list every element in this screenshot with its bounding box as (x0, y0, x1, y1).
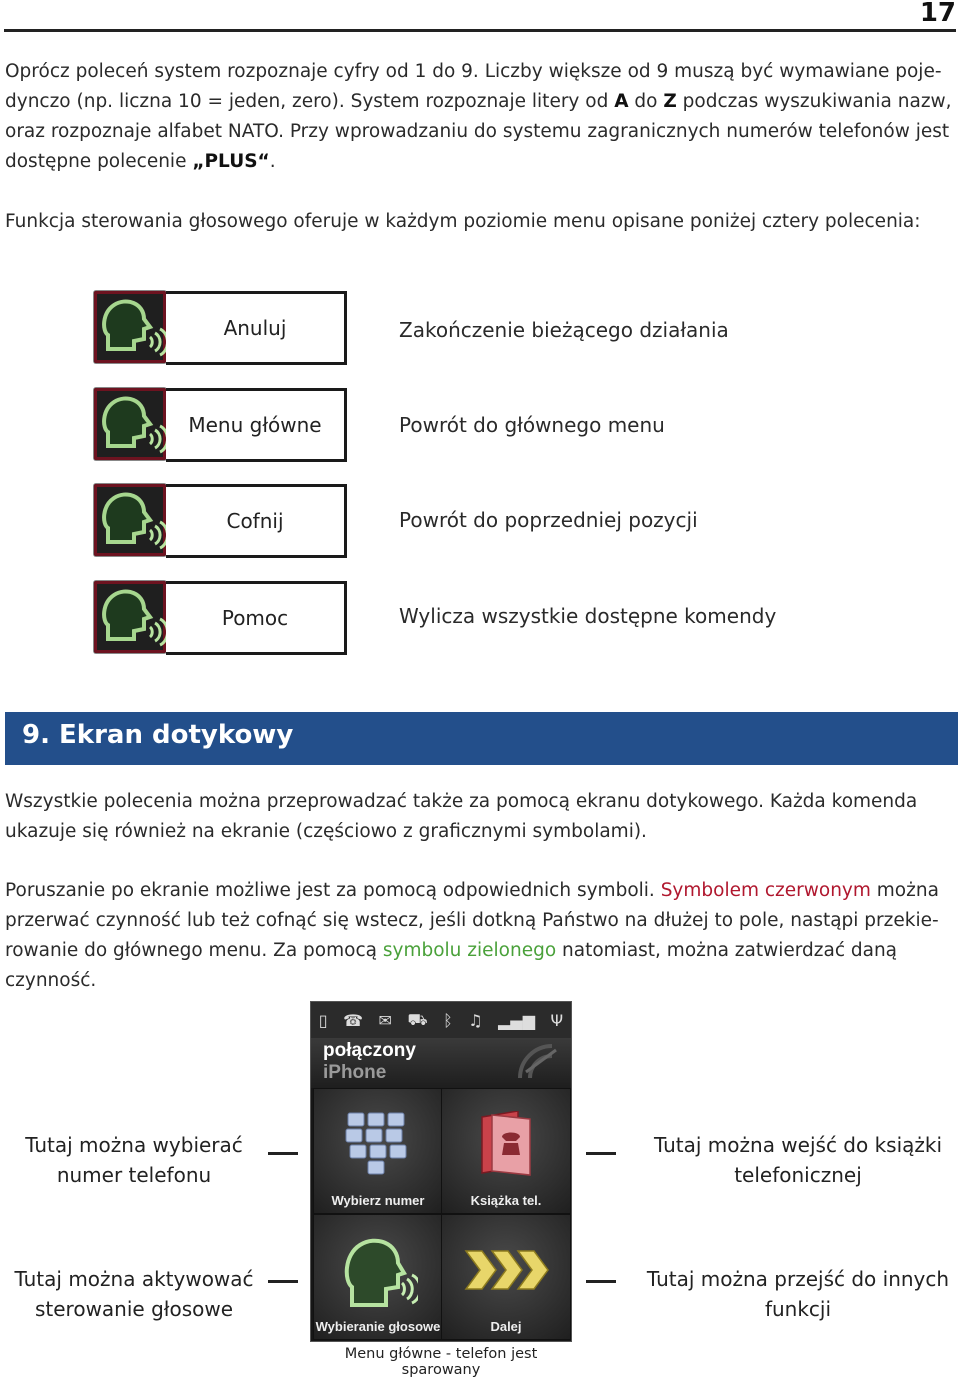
connection-arc-icon (516, 1042, 564, 1082)
tile-phonebook[interactable] (441, 1088, 571, 1214)
intro-line-2: dynczo (np. liczna 10 = jeden, zero). System rozpoznaje litery od A do Z podczas wyszukiwania nazw, (5, 91, 952, 112)
voice-command-icon (94, 484, 166, 556)
command-description: Powrót do poprzedniej pozycji (399, 508, 698, 532)
tile-label: Wybieranie głosowe (315, 1319, 441, 1334)
callout-voice-line-1: Tutaj można aktywować (14, 1267, 254, 1291)
connected-device: iPhone (323, 1062, 387, 1083)
signal-bars-icon: ▂▄▆ (498, 1010, 536, 1030)
page-number: 17 (919, 0, 956, 28)
antenna-icon: Ψ (550, 1010, 564, 1030)
voice-command-icon (94, 581, 166, 653)
command-name: Anuluj (166, 291, 347, 365)
callout-voice-connector (268, 1280, 298, 1283)
section-title: 9. Ekran dotykowy (22, 720, 294, 750)
commands-intro: Funkcja sterowania głosowego oferuje w każdym poziomie menu opisane poniżej cztery polecenia: (5, 211, 921, 232)
intro-line-3: oraz rozpoznaje alfabet NATO. Przy wprowadzaniu do systemu zagranicznych numerów telefonów jest (5, 121, 950, 142)
tile-voice-dialing[interactable] (313, 1214, 443, 1340)
command-description: Powrót do głównego menu (399, 413, 665, 437)
phone-battery-icon: ▯ (318, 1010, 328, 1030)
connection-status: połączony (323, 1040, 416, 1061)
touch-p2-line-1: Poruszanie po ekranie możliwe jest za pomocą odpowiednich symboli. Symbolem czerwonym można (5, 880, 939, 901)
keypad-icon (344, 1111, 412, 1177)
touch-paragraph-1 (5, 787, 957, 847)
callout-book-line-1: Tutaj można wejść do książki (653, 1133, 943, 1157)
screen-caption: Menu główne - telefon jest sparowany (344, 1346, 538, 1378)
command-name: Cofnij (166, 484, 347, 558)
voice-command-icon (94, 291, 166, 363)
tile-label: Książka tel. (470, 1193, 542, 1208)
envelope-icon: ✉ (378, 1010, 392, 1030)
callout-dial-line-2: numer telefonu (56, 1163, 212, 1187)
intro-line-4: dostępne polecenie „PLUS“. (5, 151, 276, 172)
touch-p1-line-2: ukazuje się również na ekranie (częściowo z graficznymi symbolami). (5, 821, 647, 842)
tile-label: Dalej (490, 1319, 522, 1334)
top-rule (4, 29, 956, 32)
callout-dial (14, 1130, 254, 1190)
phone-screen (310, 1001, 572, 1342)
command-description: Wylicza wszystkie dostępne komendy (399, 604, 777, 628)
callout-book-line-2: telefonicznej (734, 1163, 862, 1187)
intro-paragraph (5, 57, 957, 177)
tile-dial-number[interactable] (313, 1088, 443, 1214)
command-name: Pomoc (166, 581, 347, 655)
command-name: Menu główne (166, 388, 347, 462)
bluetooth-icon: ᛒ (443, 1010, 453, 1030)
voice-head-icon (338, 1229, 418, 1313)
command-description: Zakończenie bieżącego działania (399, 318, 729, 342)
touch-p2-line-4: czynność. (5, 970, 97, 991)
callout-next-connector (586, 1280, 616, 1283)
callout-phonebook (650, 1130, 946, 1190)
touch-paragraph-2 (5, 876, 957, 996)
touch-p1-line-1: Wszystkie polecenia można przeprowadzać także za pomocą ekranu dotykowego. Każda komenda (5, 791, 918, 812)
intro-line-1: Oprócz poleceń system rozpoznaje cyfry od 1 do 9. Liczby większe od 9 muszą być wymawiane poje- (5, 61, 942, 82)
callout-next (646, 1264, 950, 1324)
touch-p2-line-3: rowanie do głównego menu. Za pomocą symbolu zielonego natomiast, można zatwierdzać daną (5, 940, 898, 961)
callout-voice-line-2: sterowanie głosowe (34, 1297, 234, 1321)
callout-dial-connector (268, 1152, 298, 1155)
callout-phonebook-connector (586, 1152, 616, 1155)
handset-icon: ☎ (343, 1010, 364, 1030)
callout-next-line-1: Tutaj można przejść do innych (646, 1267, 950, 1291)
tile-label: Wybierz numer (331, 1193, 425, 1208)
phonebook-icon (474, 1111, 538, 1177)
tile-next[interactable] (441, 1214, 571, 1340)
voice-command-icon (94, 388, 166, 460)
callout-next-line-2: funkcji (764, 1297, 832, 1321)
chevrons-icon (464, 1247, 550, 1293)
music-icon: ♫ (468, 1010, 483, 1030)
callout-dial-line-1: Tutaj można wybierać (25, 1133, 243, 1157)
status-bar (311, 1002, 571, 1038)
touch-p2-line-2: przerwać czynność lub też cofnąć się wstecz, jeśli dotkną Państwo na dłużej to pole, nastąpi przekie- (5, 910, 939, 931)
car-icon: ⛟ (407, 1009, 428, 1029)
callout-voice (8, 1264, 260, 1324)
